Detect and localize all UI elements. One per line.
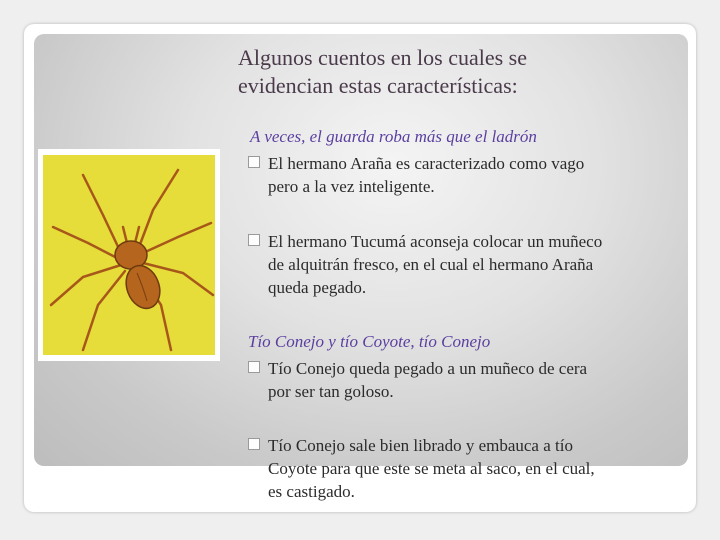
bullet-box-icon: [248, 156, 260, 168]
bullet-box-icon: [248, 234, 260, 246]
slide-title: [238, 44, 678, 100]
spider-image: [38, 149, 220, 361]
spider-icon: [43, 155, 215, 355]
list-item: Tío Conejo sale bien librado y embauca a tío Coyote para que este se meta al saco, en el cual, es castigado.: [248, 434, 595, 503]
section-heading-2: Tío Conejo y tío Coyote, tío Conejo: [248, 332, 491, 351]
list-item: Tío Conejo queda pegado a un muñeco de cera por ser tan goloso.: [248, 357, 587, 403]
bullet-box-icon: [248, 361, 260, 373]
list-item: El hermano Tucumá aconseja colocar un muñeco de alquitrán fresco, en el cual el hermano Araña queda pegado.: [248, 230, 602, 299]
title-line-1: Algunos cuentos en los cuales se: [238, 45, 527, 70]
title-line-2: evidencian estas características:: [238, 73, 518, 98]
list-item: El hermano Araña es caracterizado como vago pero a la vez inteligente.: [248, 152, 584, 198]
section-heading-1: A veces, el guarda roba más que el ladrón: [250, 127, 537, 146]
bullet-box-icon: [248, 438, 260, 450]
